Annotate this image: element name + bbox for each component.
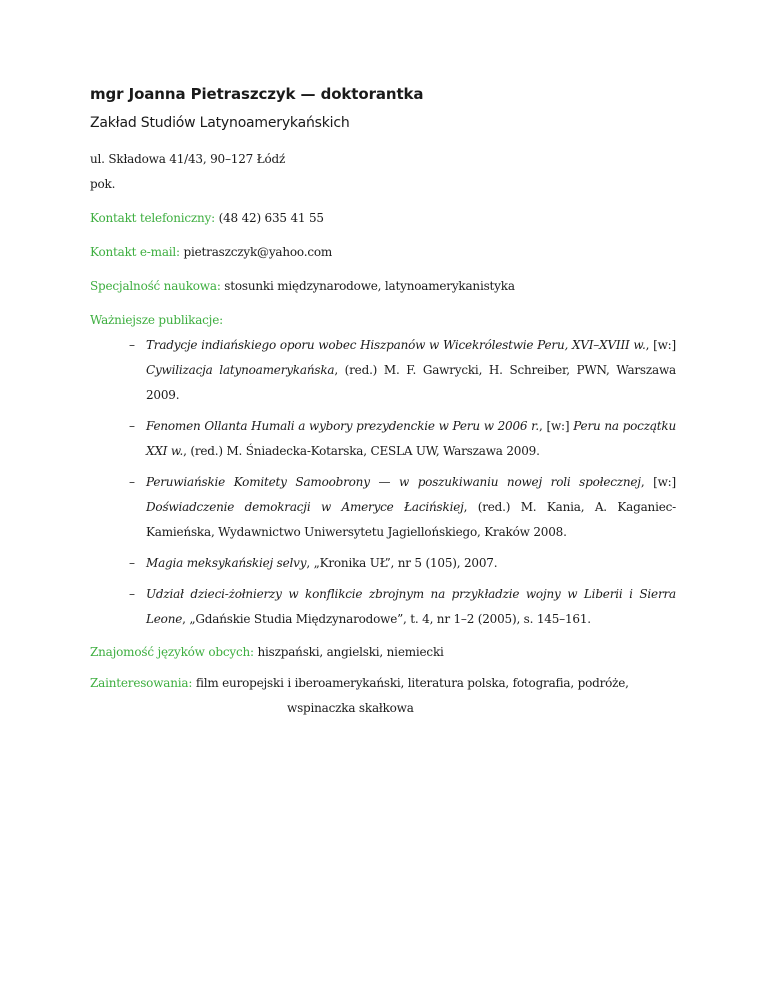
list-item bbox=[129, 551, 676, 576]
list-item bbox=[129, 333, 676, 408]
pub-title: Magia meksykańskiej selvy bbox=[146, 556, 307, 570]
pub-title: Tradycje indiańskiego oporu wobec Hiszpanów w Wicekrólestwie Peru, XVI–XVIII w. bbox=[146, 338, 646, 352]
specialty-row bbox=[90, 278, 676, 295]
specialty-label: Specjalność naukowa: bbox=[90, 279, 221, 293]
interests-row bbox=[90, 671, 676, 721]
pub-title: Udział dzieci-żołnierzy w konflikcie zbrojnym na przykładzie wojny w Liberii i Sierra Leone bbox=[146, 587, 676, 626]
pub-text: , [w:] bbox=[640, 475, 677, 489]
interests-label: Zainteresowania: bbox=[90, 676, 193, 690]
publications-list bbox=[90, 333, 676, 632]
interests-value-continued: wspinaczka skałkowa bbox=[287, 701, 414, 715]
specialty-value: stosunki międzynarodowe, latynoamerykanistyka bbox=[224, 279, 515, 293]
address-street: ul. Składowa 41/43, 90–127 Łódź bbox=[90, 152, 286, 166]
pub-details: , (red.) M. F. Gawrycki, H. Schreiber, PWN, Warszawa 2009. bbox=[146, 363, 676, 402]
person-name: mgr Joanna Pietraszczyk — doktorantka bbox=[90, 85, 424, 103]
pub-book-title: Cywilizacja latynoamerykańska bbox=[146, 363, 335, 377]
pub-text: , [w:] bbox=[645, 338, 676, 352]
dash-bullet: – bbox=[129, 419, 135, 433]
email-label: Kontakt e-mail: bbox=[90, 245, 180, 259]
pub-text: , [w:] bbox=[539, 419, 574, 433]
interests-value: film europejski i iberoamerykański, literatura polska, fotografia, podróże, bbox=[195, 676, 629, 690]
pub-text: , „Gdańskie Studia Międzynarodowe”, t. 4, nr 1–2 (2005), s. 145–161. bbox=[182, 612, 591, 626]
list-item bbox=[129, 582, 676, 632]
dash-bullet: – bbox=[129, 587, 135, 601]
languages-label: Znajomość języków obcych: bbox=[90, 645, 254, 659]
department-name: Zakład Studiów Latynoamerykańskich bbox=[90, 115, 350, 131]
pub-details: , (red.) M. Kania, A. Kaganiec-Kamieńska, Wydawnictwo Uniwersytetu Jagiellońskiego, Kraków 2008. bbox=[146, 500, 676, 539]
dash-bullet: – bbox=[129, 475, 135, 489]
languages-value: hiszpański, angielski, niemiecki bbox=[257, 645, 444, 659]
phone-value: (48 42) 635 41 55 bbox=[218, 211, 324, 225]
pub-title: Peruwiańskie Komitety Samoobrony — w poszukiwaniu nowej roli społecznej bbox=[146, 475, 641, 489]
profile-page bbox=[90, 84, 676, 721]
pub-book-title: Doświadczenie demokracji w Ameryce Łacińskiej bbox=[146, 500, 464, 514]
phone-label: Kontakt telefoniczny: bbox=[90, 211, 215, 225]
pub-book-title: Peru na początku XXI w. bbox=[146, 419, 676, 458]
pub-details: , (red.) M. Śniadecka-Kotarska, CESLA UW, Warszawa 2009. bbox=[183, 444, 540, 458]
dash-bullet: – bbox=[129, 338, 135, 352]
email-row bbox=[90, 244, 676, 261]
email-value[interactable]: pietraszczyk@yahoo.com bbox=[183, 245, 333, 259]
languages-row bbox=[90, 644, 676, 661]
publications-label: Ważniejsze publikacje: bbox=[90, 313, 223, 327]
phone-row bbox=[90, 210, 676, 227]
address-room: pok. bbox=[90, 177, 116, 191]
dash-bullet: – bbox=[129, 556, 135, 570]
pub-text: , „Kronika UŁ”, nr 5 (105), 2007. bbox=[306, 556, 498, 570]
pub-title: Fenomen Ollanta Humali a wybory prezydenckie w Peru w 2006 r. bbox=[146, 419, 540, 433]
list-item bbox=[129, 414, 676, 464]
list-item bbox=[129, 470, 676, 545]
